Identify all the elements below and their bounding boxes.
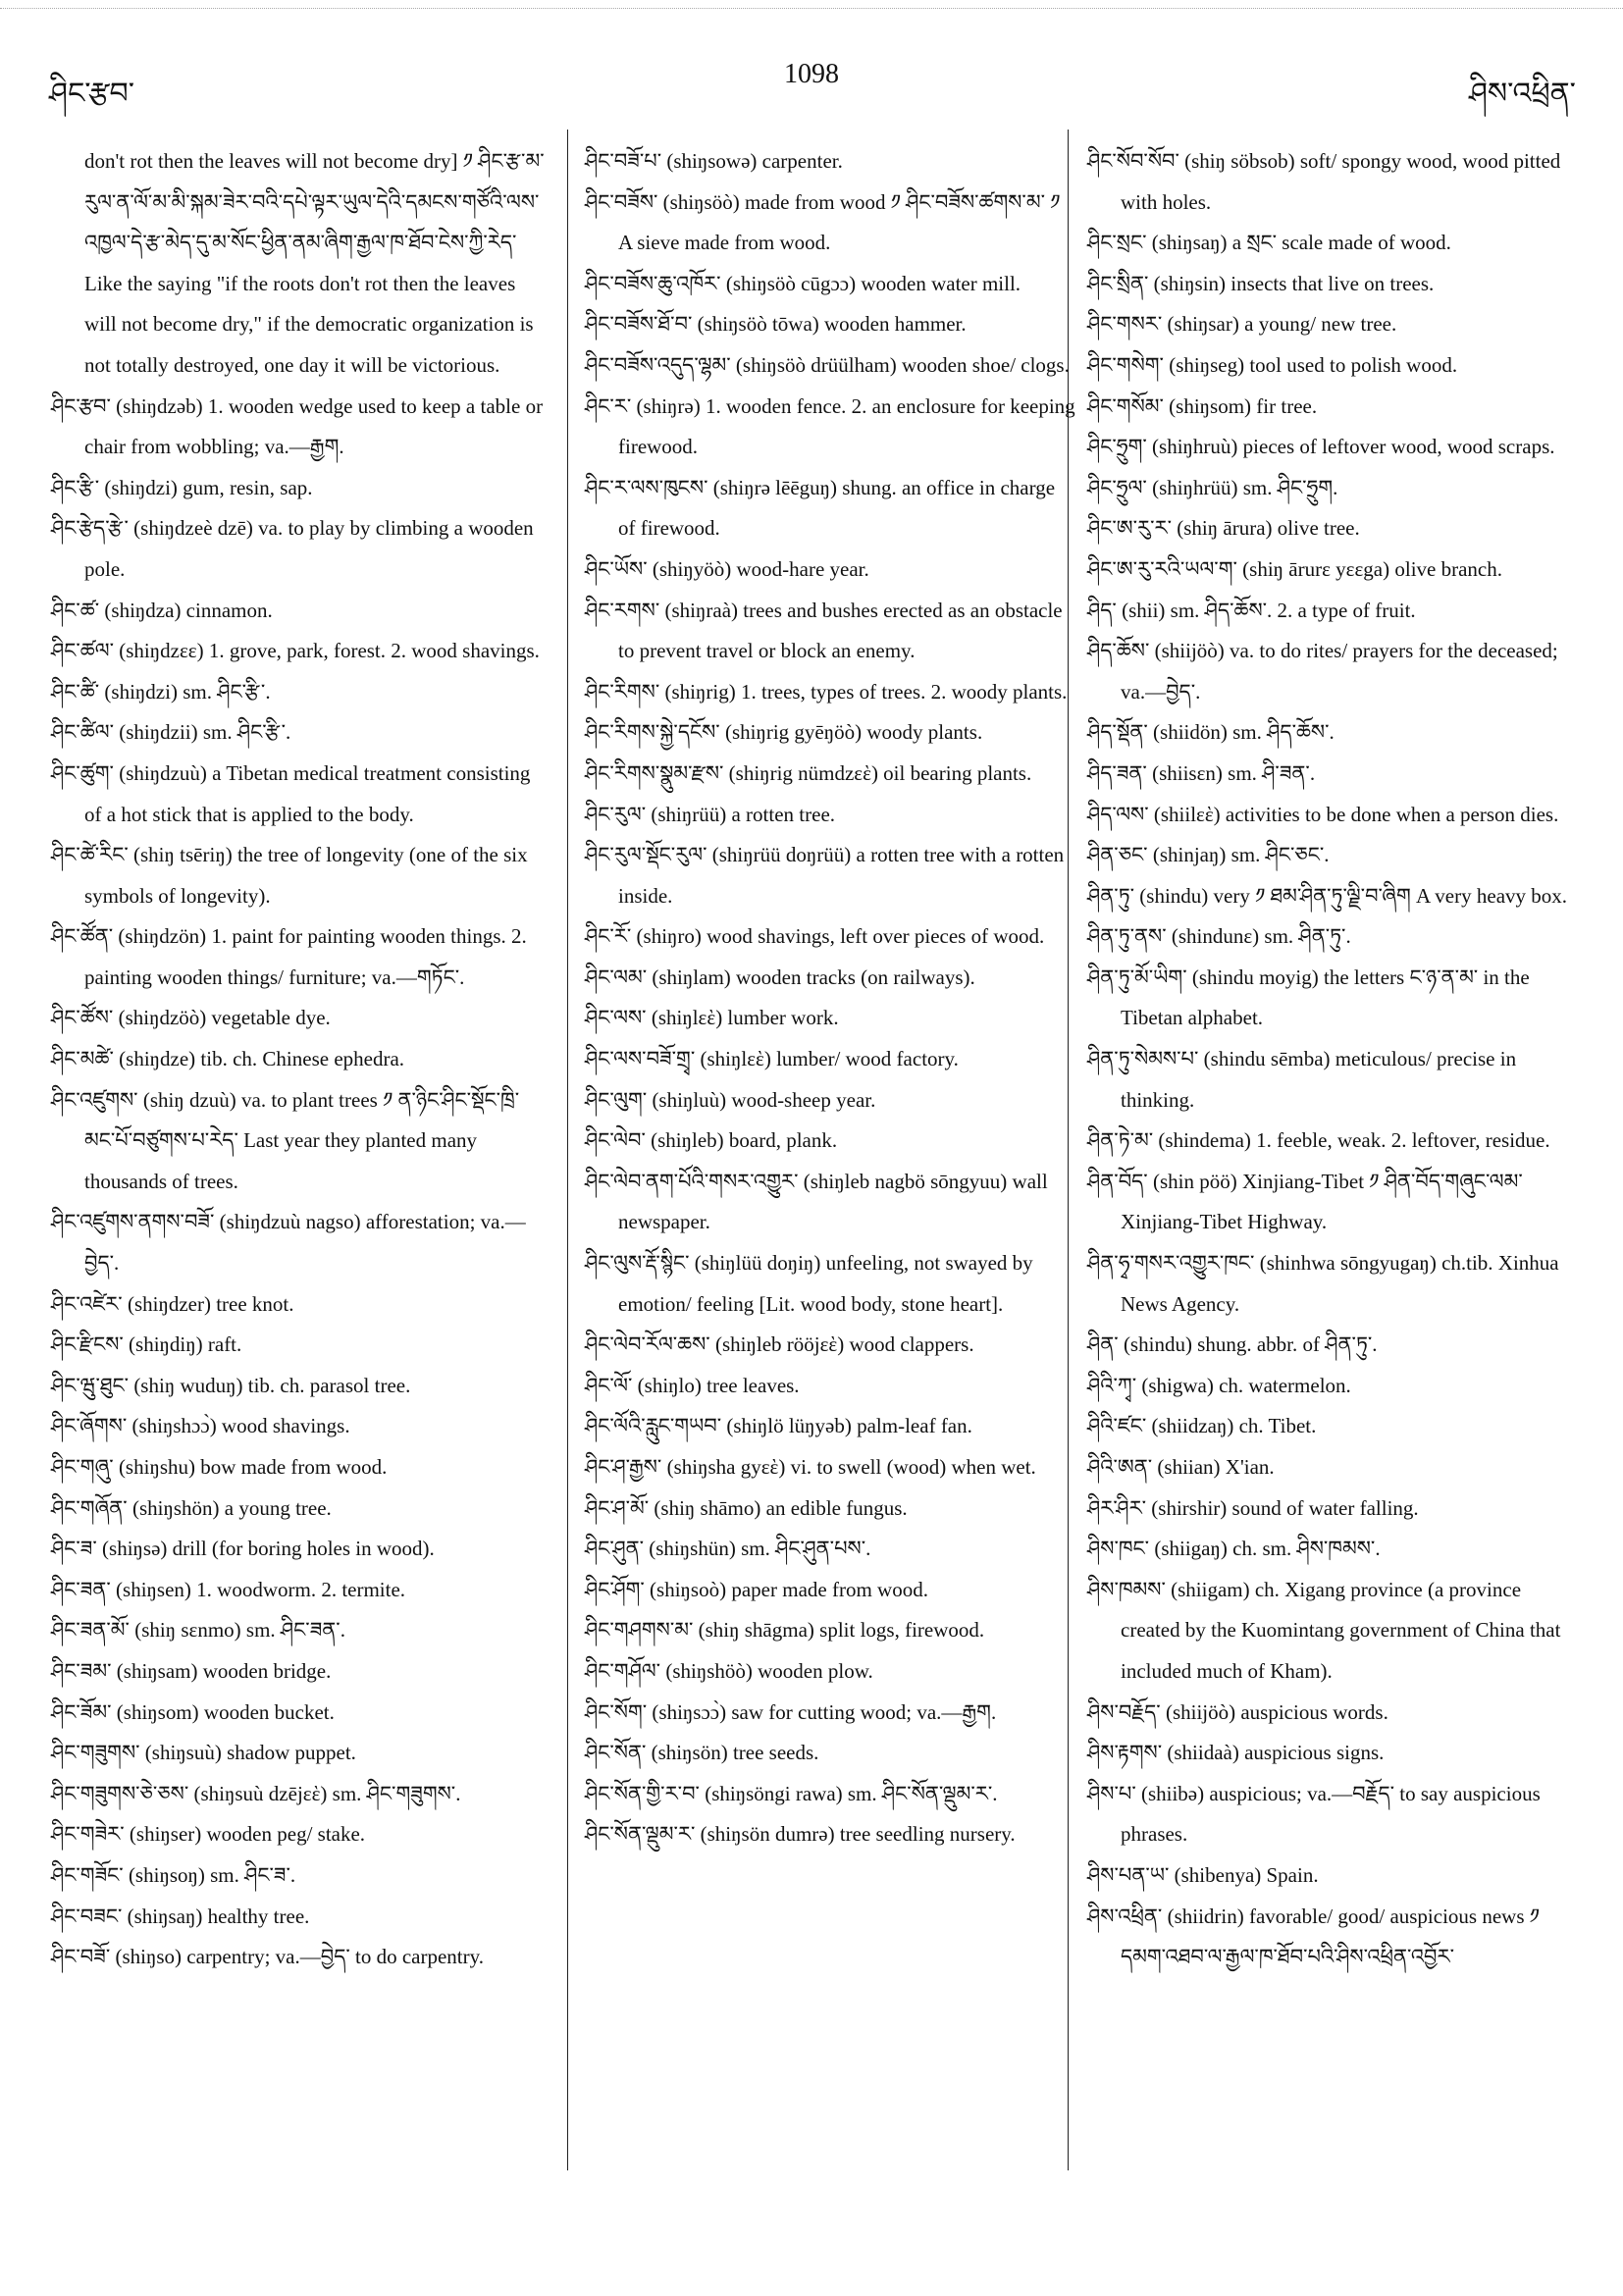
dictionary-entry: ཤིང་རིགས་སྣུམ་རྫས་ (shiŋrig nümdzεὲ) oil bearing plants. bbox=[585, 760, 1032, 785]
dictionary-entry: ཤིང་ཞོགས་ (shiŋshɔɔ̀) wood shavings. bbox=[51, 1414, 350, 1438]
dictionary-entry: ཤིང་ཚི་ (shiŋdzi) sm. ཤིང་རྩི་. bbox=[51, 679, 271, 704]
dictionary-entry: ཤིང་ཤ་མོ་ (shiŋ shāmo) an edible fungus. bbox=[585, 1495, 908, 1520]
dictionary-entry: ཤིད་ཟན་ (shiisεn) sm. ཤི་ཟན་. bbox=[1087, 760, 1316, 785]
dictionary-entry: ཤིང་བཟོས་ཐོ་བ་ (shiŋsöò tōwa) wooden hammer. bbox=[585, 312, 967, 337]
dictionary-entry: ཤིང་བཟོ་པ་ (shiŋsowə) carpenter. bbox=[585, 149, 843, 173]
dictionary-entry: don't rot then the leaves will not become dry] ༡ ཤིང་རྩ་མ་རུལ་ན་ལོ་མ་མི་སྐམ་ཟེར་བའི་དཔེ་ལྟར་ཡུལ་དེའི་དམངས་གཙོའི་ལས་འཁྱལ་དེ་རྩ་མེད་དུ་མ་སོང་ཕྱིན་ནམ་ཞིག་རྒྱལ་ཁ་ཐོབ་ངེས་ཀྱི་རེད་ Like the saying "if the roots don't rot then the leaves will not become dry," if the democratic organization is not totally destroyed, one day it will be victorious. bbox=[84, 149, 545, 377]
dictionary-entry: ཤིང་ལེབ་ (shiŋleb) board, plank. bbox=[585, 1128, 838, 1153]
dictionary-entry: ཤིས་རྟགས་ (shiidaà) auspicious signs. bbox=[1087, 1741, 1385, 1765]
dictionary-entry: ཤིང་ཤ་རྒྱས་ (shiŋsha gyεὲ) vi. to swell (wood) when wet. bbox=[585, 1455, 1036, 1479]
left-running-head: ཤིང་རྩབ་ bbox=[49, 78, 134, 110]
dictionary-entry: ཤིང་གཟུགས་ཅེ་ཅས་ (shiŋsuù dzējεὲ) sm. ཤིང་གཟུགས་. bbox=[51, 1781, 461, 1805]
dictionary-entry: ཤིང་གཟོང་ (shiŋsoŋ) sm. ཤིང་ཟ་. bbox=[51, 1862, 296, 1887]
dictionary-entry: ཤིང་ལུས་རྡོ་སྙིང་ (shiŋlüü doŋiŋ) unfeeling, not swayed by emotion/ feeling [Lit. wood body, stone heart]. bbox=[585, 1251, 1033, 1316]
dictionary-entry: ཤིང་གཤོལ་ (shiŋshöò) wooden plow. bbox=[585, 1658, 873, 1683]
column-right bbox=[1087, 141, 1578, 1978]
dictionary-entry: ཤིང་ཡོས་ (shiŋyöò) wood-hare year. bbox=[585, 556, 869, 581]
dictionary-entry: ཤིང་གཟེར་ (shiŋser) wooden peg/ stake. bbox=[51, 1822, 366, 1847]
dictionary-entry: ཤིན་ཏུ་ནས་ (shindunε) sm. ཤིན་ཏུ་. bbox=[1087, 924, 1351, 949]
dictionary-entry: ཤིང་རྫིངས་ (shiŋdiŋ) raft. bbox=[51, 1332, 242, 1357]
dictionary-entry: ཤིང་ལོའི་རླུང་གཡབ་ (shiŋlö lüŋyəb) palm-leaf fan. bbox=[585, 1414, 972, 1438]
dictionary-entry: ཤིན་ཏེ་མ་ (shindema) 1. feeble, weak. 2. leftover, residue. bbox=[1087, 1128, 1550, 1153]
dictionary-entry: ཤིང་གསེག་ (shiŋseg) tool used to polish wood. bbox=[1087, 352, 1458, 377]
scan-top-edge bbox=[0, 8, 1623, 9]
dictionary-entry: ཤིང་ཟམ་ (shiŋsam) wooden bridge. bbox=[51, 1658, 332, 1683]
dictionary-entry: ཤིང་གཤགས་མ་ (shiŋ shāgma) split logs, firewood. bbox=[585, 1618, 985, 1643]
dictionary-entry: ཤིང་གཞུ་ (shiŋshu) bow made from wood. bbox=[51, 1455, 388, 1479]
dictionary-entry: ཤིས་འཕྲིན་ (shiidrin) favorable/ good/ auspicious news ༡ དམག་འཐབ་ལ་རྒྱལ་ཁ་ཐོབ་པའི་ཤིས་འཕྲིན་འབྱོར་ bbox=[1087, 1904, 1540, 1969]
dictionary-entry: ཤིང་ལུག་ (shiŋluù) wood-sheep year. bbox=[585, 1087, 876, 1112]
dictionary-entry: ཤིན་ཏུ་མོ་ཡིག་ (shindu moyig) the letters ང་ཉ་ན་མ་ in the Tibetan alphabet. bbox=[1087, 965, 1530, 1030]
dictionary-entry: ཤིང་ཚ་ (shiŋdza) cinnamon. bbox=[51, 598, 273, 622]
dictionary-entry: ཤིང་འཛུགས་ནགས་བཟོ་ (shiŋdzuù nagso) afforestation; va.—བྱེད་. bbox=[51, 1210, 526, 1276]
dictionary-entry: ཤིང་སོབ་སོབ་ (shiŋ söbsob) soft/ spongy wood, wood pitted with holes. bbox=[1087, 149, 1561, 214]
dictionary-entry: ཤིང་རགས་ (shiŋraà) trees and bushes erected as an obstacle to prevent travel or block an enemy. bbox=[585, 598, 1063, 663]
dictionary-entry: ཤིང་ཨ་རུ་ར་ (shiŋ ārura) olive tree. bbox=[1087, 516, 1360, 541]
dictionary-entry: ཤིང་ར་ལས་ཁུངས་ (shiŋrə lēēguŋ) shung. an office in charge of firewood. bbox=[585, 475, 1056, 541]
dictionary-entry: ཤིང་ལེབ་ནག་པོའི་གསར་འགྱུར་ (shiŋleb nagbö sōngyuu) wall newspaper. bbox=[585, 1169, 1048, 1234]
dictionary-entry: ཤིང་ཧྲུལ་ (shiŋhrüü) sm. ཤིང་ཧྲུག. bbox=[1087, 475, 1338, 499]
dictionary-entry: ཤིད་ལས་ (shiilεὲ) activities to be done when a person dies. bbox=[1087, 802, 1559, 826]
dictionary-entry: ཤིང་གསར་ (shiŋsar) a young/ new tree. bbox=[1087, 312, 1397, 337]
dictionary-entry: ཤིང་བཟོས་ (shiŋsöò) made from wood ༡ ཤིང་བཟོས་ཚགས་མ་ ༡ A sieve made from wood. bbox=[585, 189, 1061, 255]
dictionary-entry: ཤིང་ཚོན་ (shiŋdzön) 1. paint for painting wooden things. 2. painting wooden things/ furniture; va.—གཏོང་. bbox=[51, 924, 527, 989]
column-left bbox=[51, 141, 548, 1978]
dictionary-entry: ཤིར་ཤིར་ (shirshir) sound of water falling. bbox=[1087, 1495, 1419, 1520]
dictionary-entry: ཤིང་ཚོས་ (shiŋdzöò) vegetable dye. bbox=[51, 1006, 331, 1030]
dictionary-entry: ཤིང་ཤུན་ (shiŋshün) sm. ཤིང་ཤུན་པས་. bbox=[585, 1537, 871, 1561]
dictionary-entry: ཤིང་ལས་ (shiŋlεὲ) lumber work. bbox=[585, 1006, 839, 1030]
dictionary-entry: ཤིན་བོད་ (shin pöö) Xinjiang-Tibet ༡ ཤིན་བོད་གཞུང་ལམ་ Xinjiang-Tibet Highway. bbox=[1087, 1169, 1523, 1234]
dictionary-entry: ཤིང་མཚེ་ (shiŋdze) tib. ch. Chinese ephedra. bbox=[51, 1047, 405, 1071]
dictionary-entry: ཤིང་སོན་གྱི་ར་བ་ (shiŋsöngi rawa) sm. ཤིང་སོན་ལྡུམ་ར་. bbox=[585, 1781, 998, 1805]
dictionary-entry: ཤིང་སོན་ (shiŋsön) tree seeds. bbox=[585, 1741, 819, 1765]
dictionary-entry: ཤིང་ལམ་ (shiŋlam) wooden tracks (on railways). bbox=[585, 965, 975, 989]
dictionary-entry: ཤིན་ (shindu) shung. abbr. of ཤིན་ཏུ་. bbox=[1087, 1332, 1378, 1357]
dictionary-entry: ཤིས་ཁམས་ (shiigam) ch. Xigang province (a province created by the Kuomintang government of China that included much of Kham). bbox=[1087, 1577, 1561, 1683]
dictionary-entry: ཤིང་འཛེར་ (shiŋdzer) tree knot. bbox=[51, 1291, 294, 1316]
dictionary-entry: ཤིང་བཟང་ (shiŋsaŋ) healthy tree. bbox=[51, 1904, 310, 1928]
column-middle bbox=[585, 141, 1075, 1855]
dictionary-entry: ཤིང་རྩབ་ (shiŋdzəb) 1. wooden wedge used to keep a table or chair from wobbling; va.—རྒྱག. bbox=[51, 393, 544, 459]
dictionary-entry: ཤིང་རུལ་ (shiŋrüü) a rotten tree. bbox=[585, 802, 836, 826]
dictionary-entry: ཤིང་སོག་ (shiŋsɔɔ̀) saw for cutting wood; va.—རྒྱག. bbox=[585, 1699, 997, 1724]
dictionary-entry: ཤིའི་ཨན་ (shiian) X'ian. bbox=[1087, 1455, 1275, 1479]
dictionary-entry: ཤིང་རྩི་ (shiŋdzi) gum, resin, sap. bbox=[51, 475, 313, 499]
dictionary-entry: ཤིད་ (shii) sm. ཤིད་ཆོས་. 2. a type of fruit. bbox=[1087, 598, 1416, 622]
dictionary-entry: ཤིང་ཚུག་ (shiŋdzuù) a Tibetan medical treatment consisting of a hot stick that is applied to the body. bbox=[51, 760, 531, 826]
dictionary-entry: ཤིའི་ཛང་ (shiidzaŋ) ch. Tibet. bbox=[1087, 1414, 1317, 1438]
dictionary-entry: ཤིང་རྩེད་རྩེ་ (shiŋdzeè dzē) va. to play by climbing a wooden pole. bbox=[51, 516, 534, 581]
dictionary-entry: ཤིང་སོན་ལྡུམ་ར་ (shiŋsön dumrə) tree seedling nursery. bbox=[585, 1822, 1016, 1847]
dictionary-entry: ཤིང་ཟ་ (shiŋsə) drill (for boring holes in wood). bbox=[51, 1537, 435, 1561]
dictionary-entry: ཤིད་ཆོས་ (shiijöò) va. to do rites/ prayers for the deceased; va.—བྱེད་. bbox=[1087, 639, 1558, 704]
dictionary-entry: ཤིང་ཚིལ་ (shiŋdzii) sm. ཤིང་རྩི་. bbox=[51, 720, 291, 745]
dictionary-entry: ཤིང་ལས་བཟོ་གྲྭ་ (shiŋlεὲ) lumber/ wood factory. bbox=[585, 1047, 959, 1071]
right-running-head: ཤིས་འཕྲིན་ bbox=[1468, 78, 1576, 110]
dictionary-entry: ཤིན་ཅང་ (shinjaŋ) sm. ཤིང་ཅང་. bbox=[1087, 843, 1330, 867]
dictionary-entry: ཤིང་སྲང་ (shiŋsaŋ) a སྲང་ scale made of wood. bbox=[1087, 231, 1451, 255]
dictionary-entry: ཤིང་འཛུགས་ (shiŋ dzuù) va. to plant trees ༡ ན་ཉིང་ཤིང་སྡོང་ཁྲི་མང་པོ་བཙུགས་པ་རེད་ Last year they planted many thousands of trees. bbox=[51, 1087, 520, 1193]
dictionary-entry: ཤིང་གསོམ་ (shiŋsom) fir tree. bbox=[1087, 393, 1318, 418]
dictionary-entry: ཤིང་སྲིན་ (shiŋsin) insects that live on trees. bbox=[1087, 271, 1435, 295]
dictionary-entry: ཤིས་ཁང་ (shiigaŋ) ch. sm. ཤིས་ཁམས་. bbox=[1087, 1537, 1381, 1561]
dictionary-entry: ཤིན་ཏུ་ (shindu) very ༡ ཐམ་ཤིན་ཏུ་ལྗི་བ་ཞིག A very heavy box. bbox=[1087, 883, 1568, 908]
column-divider-1 bbox=[567, 130, 568, 2170]
dictionary-entry: ཤིང་ཨ་རུ་རའི་ཡལ་ག་ (shiŋ ārurε yεεga) olive branch. bbox=[1087, 556, 1502, 581]
dictionary-entry: ཤིས་པན་ཡ་ (shibenya) Spain. bbox=[1087, 1862, 1319, 1887]
dictionary-entry: ཤིང་གཞོན་ (shiŋshön) a young tree. bbox=[51, 1495, 332, 1520]
dictionary-entry: ཤིད་སྡོན་ (shiidön) sm. ཤིད་ཆོས་. bbox=[1087, 720, 1335, 745]
dictionary-entry: ཤིང་ཟོམ་ (shiŋsom) wooden bucket. bbox=[51, 1699, 335, 1724]
dictionary-entry: ཤིང་བཟོས་ཆུ་འཁོར་ (shiŋsöò cūgɔɔ) wooden water mill. bbox=[585, 271, 1021, 295]
dictionary-entry: ཤིང་རོ་ (shiŋro) wood shavings, left over pieces of wood. bbox=[585, 924, 1045, 949]
dictionary-entry: ཤིང་ཝུ་ཐུང་ (shiŋ wuduŋ) tib. ch. parasol tree. bbox=[51, 1373, 411, 1397]
dictionary-entry: ཤིས་བརྗོད་ (shiijöò) auspicious words. bbox=[1087, 1699, 1388, 1724]
dictionary-entry: ཤིང་ཧྲུག་ (shiŋhruù) pieces of leftover wood, wood scraps. bbox=[1087, 435, 1555, 459]
dictionary-entry: ཤིང་ཤོག་ (shiŋsoò) paper made from wood. bbox=[585, 1577, 928, 1601]
dictionary-entry: ཤིང་རུལ་སྡོང་རུལ་ (shiŋrüü doŋrüü) a rotten tree with a rotten inside. bbox=[585, 843, 1065, 908]
dictionary-entry: ཤིང་ཚལ་ (shiŋdzεε) 1. grove, park, forest. 2. wood shavings. bbox=[51, 639, 540, 663]
dictionary-entry: ཤིང་ལོ་ (shiŋlo) tree leaves. bbox=[585, 1373, 800, 1397]
dictionary-entry: ཤིང་ལེབ་རོལ་ཆས་ (shiŋleb rööjεὲ) wood clappers. bbox=[585, 1332, 974, 1357]
dictionary-entry: ཤིང་གཟུགས་ (shiŋsuù) shadow puppet. bbox=[51, 1741, 356, 1765]
dictionary-entry: ཤིང་ར་ (shiŋrə) 1. wooden fence. 2. an enclosure for keeping firewood. bbox=[585, 393, 1075, 459]
dictionary-entry: ཤིང་རིགས་སྐྱེ་དངོས་ (shiŋrig gyēŋöò) woody plants. bbox=[585, 720, 983, 745]
dictionary-entry: ཤིང་རིགས་ (shiŋrig) 1. trees, types of trees. 2. woody plants. bbox=[585, 679, 1068, 704]
dictionary-entry: ཤིས་པ་ (shiibə) auspicious; va.—བརྗོད་ to say auspicious phrases. bbox=[1087, 1781, 1541, 1847]
dictionary-entry: ཤིན་ཏུ་སེམས་པ་ (shindu sēmba) meticulous/ precise in thinking. bbox=[1087, 1047, 1517, 1112]
dictionary-entry: ཤིན་ཧྭ་གསར་འགྱུར་ཁང་ (shinhwa sōngyugaŋ) ch.tib. Xinhua News Agency. bbox=[1087, 1251, 1559, 1316]
page-number: 1098 bbox=[784, 59, 839, 89]
dictionary-entry: ཤིང་བཟོ་ (shiŋso) carpentry; va.—བྱེད་ to do carpentry. bbox=[51, 1945, 485, 1969]
dictionary-entry: ཤིང་བཟོས་འདུད་ལྷམ་ (shiŋsöò drüülham) wooden shoe/ clogs. bbox=[585, 352, 1070, 377]
dictionary-entry: ཤིའི་ཀྭ་ (shigwa) ch. watermelon. bbox=[1087, 1373, 1351, 1397]
dictionary-entry: ཤིང་ཟན་མོ་ (shiŋ sεnmo) sm. ཤིང་ཟན་. bbox=[51, 1618, 345, 1643]
dictionary-entry: ཤིང་ཚེ་རིང་ (shiŋ tsēriŋ) the tree of longevity (one of the six symbols of longevity). bbox=[51, 843, 528, 908]
dictionary-entry: ཤིང་ཟན་ (shiŋsen) 1. woodworm. 2. termite. bbox=[51, 1577, 406, 1601]
